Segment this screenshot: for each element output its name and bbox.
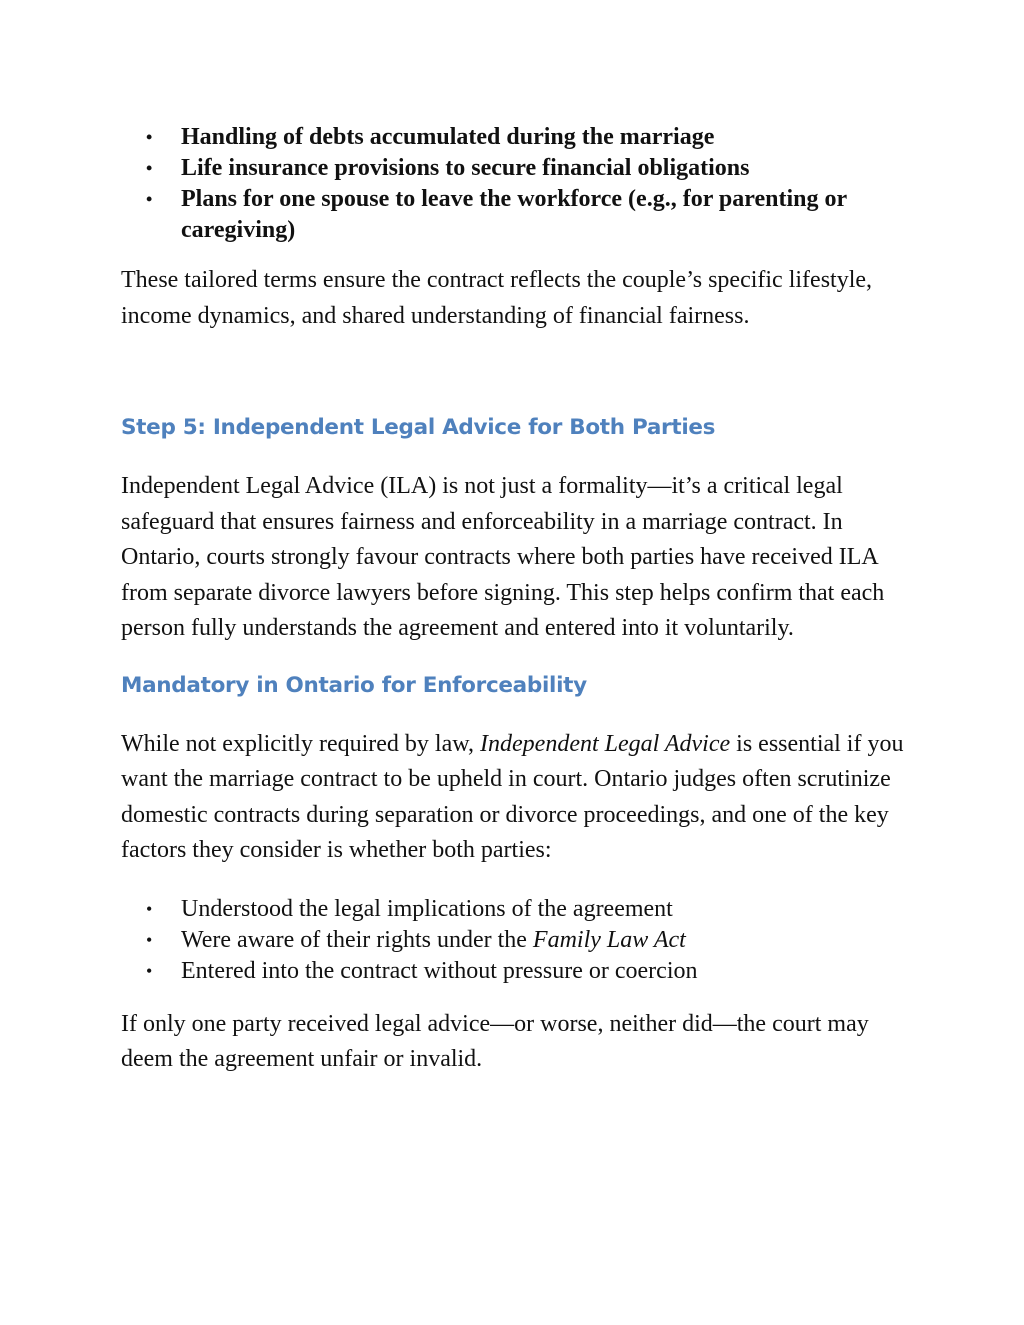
- list-item: • Entered into the contract without pressure or coercion: [181, 956, 921, 987]
- closing-paragraph: If only one party received legal advice—or worse, neither did—the court may deem the agreement unfair or invalid.: [121, 1010, 869, 1072]
- document-page: [121, 121, 921, 1078]
- parties-bullet-list: [121, 894, 921, 987]
- mandatory-paragraph: [121, 727, 921, 869]
- mandatory-heading: Mandatory in Ontario for Enforceability: [121, 672, 587, 698]
- list-item: • Life insurance provisions to secure financial obligations: [181, 153, 921, 184]
- list-item: • Handling of debts accumulated during the marriage: [181, 122, 921, 153]
- mandatory-paragraph-start: While not explicitly required by law,: [121, 730, 481, 757]
- intro-bullet-list: [121, 122, 921, 246]
- list-item: [181, 925, 921, 956]
- step5-heading: Step 5: Independent Legal Advice for Both Parties: [121, 415, 716, 440]
- tailored-terms-paragraph: These tailored terms ensure the contract reflects the couple’s specific lifestyle, income dynamics, and shared understanding of financial fairness.: [121, 267, 873, 329]
- mandatory-paragraph-end: is essential if you want the marriage contract to be upheld in court. Ontario judges often scrutinize domestic contracts during separation or divorce proceedings, and one of the key factors they consider is whether both parties:: [121, 730, 904, 863]
- list-item: • Plans for one spouse to leave the workforce (e.g., for parenting or caregiving): [181, 184, 921, 246]
- list-item: • Understood the legal implications of the agreement: [181, 894, 921, 925]
- bullet-text: Were aware of their rights under the: [181, 926, 533, 953]
- family-law-act-emphasis: Family Law Act: [532, 926, 686, 953]
- step5-paragraph: Independent Legal Advice (ILA) is not just a formality—it’s a critical legal safeguard that ensures fairness and enforceability in a marriage contract. In Ontario, courts strongly favour contracts where both parties have received ILA from separate divorce lawyers before signing. This step helps confirm that each person fully understands the agreement and entered into it voluntarily.: [121, 473, 885, 641]
- ila-emphasis: Independent Legal Advice: [480, 730, 731, 757]
